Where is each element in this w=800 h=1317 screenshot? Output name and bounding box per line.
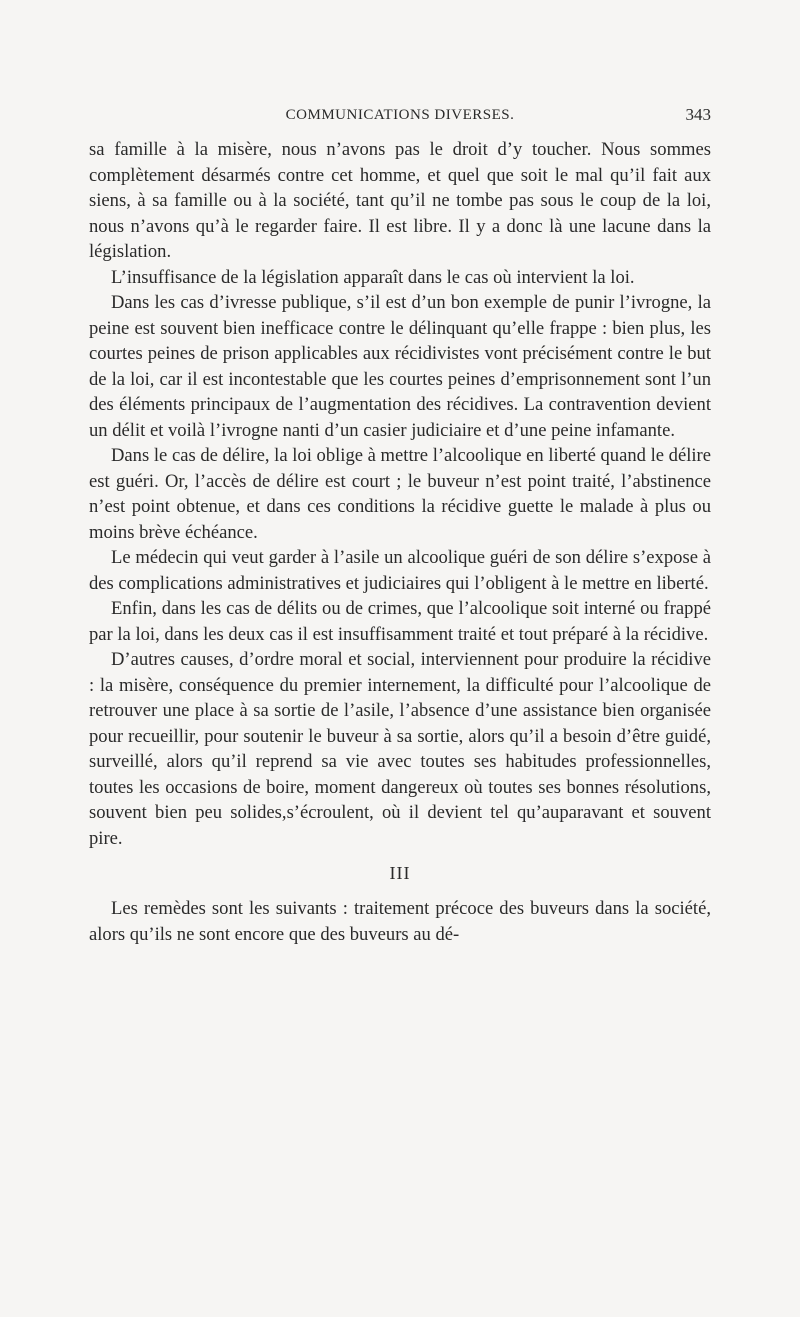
running-title: COMMUNICATIONS DIVERSES.: [285, 107, 515, 123]
paragraph: Dans les cas d’ivresse publique, s’il est d’un bon exemple de punir l’ivrogne, la peine est souvent bien inefficace contre le délinquant qu’elle frappe : bien plus, les courtes peines de prison applicables aux récidivistes vont précisément contre le but de la loi, car il est incontestable que les courtes peines d’emprisonnement sont l’un des éléments principaux de l’augmentation des récidives. La contravention devient un délit et voilà l’ivrogne nanti d’un casier judiciaire et d’une peine infamante.: [89, 292, 711, 441]
paragraph: Enfin, dans les cas de délits ou de crimes, que l’alcoolique soit interné ou frappé par la loi, dans les deux cas il est insuffisamment traité et tout préparé à la récidive.: [89, 598, 711, 645]
paragraph: Le médecin qui veut garder à l’asile un alcoolique guéri de son délire s’expose à des complications administratives et judiciaires qui l’obligent à le mettre en liberté.: [89, 547, 711, 594]
paragraph: Dans le cas de délire, la loi oblige à mettre l’alcoolique en liberté quand le délire est guéri. Or, l’accès de délire est court ; le buveur n’est point traité, l’abstinence n’est point obtenue, et dans ces conditions la récidive guette le malade à plus ou moins brève échéance.: [89, 445, 711, 543]
page-number: 343: [685, 105, 711, 124]
paragraph: L’insuffisance de la législation apparaît dans le cas où intervient la loi.: [111, 266, 635, 288]
paragraph: Les remèdes sont les suivants : traitement précoce des buveurs dans la société, alors qu’ils ne sont encore que des buveurs au dé-: [89, 898, 711, 945]
paragraph: sa famille à la misère, nous n’avons pas le droit d’y toucher. Nous sommes complètement désarmés contre cet homme, et quel que soit le mal qu’il fait aux siens, à sa famille ou à la société, tant qu’il ne tombe pas sous le coup de la loi, nous n’avons qu’à le regarder faire. Il est libre. Il y a donc là une lacune dans la législation.: [89, 139, 711, 262]
running-head: [89, 104, 711, 126]
section-heading: III: [389, 863, 411, 883]
body-text: [89, 137, 711, 947]
paragraph: D’autres causes, d’ordre moral et social, interviennent pour produire la récidive : la misère, conséquence du premier internement, la difficulté pour l’alcoolique de retrouver une place à sa sortie de l’asile, l’absence d’une assistance bien organisée pour recueillir, pour soutenir le buveur à sa sortie, alors qu’il a besoin d’être guidé, surveillé, alors qu’il reprend sa vie avec toutes ses habitudes professionnelles, toutes les occasions de boire, moment dangereux où toutes ses bonnes résolutions, souvent bien peu solides,s’écroulent, où il devient tel qu’auparavant et souvent pire.: [89, 649, 711, 849]
